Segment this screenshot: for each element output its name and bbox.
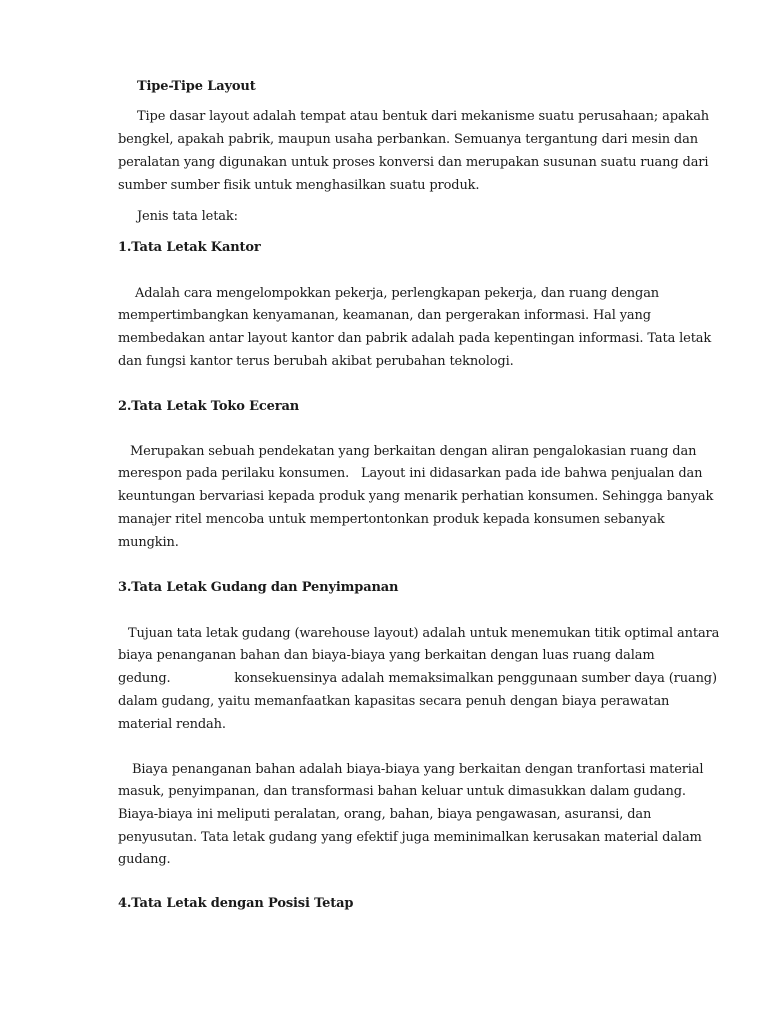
paragraph-line: dan fungsi kantor terus berubah akibat perubahan teknologi. xyxy=(118,354,514,369)
paragraph-line: gudang. xyxy=(118,852,171,867)
section-heading: 4.Tata Letak dengan Posisi Tetap xyxy=(118,896,354,911)
intro-line: sumber sumber fisik untuk menghasilkan suatu produk. xyxy=(118,178,480,193)
intro-line: bengkel, apakah pabrik, maupun usaha perbankan. Semuanya tergantung dari mesin dan xyxy=(118,132,698,147)
paragraph-line: Biaya penanganan bahan adalah biaya-biaya yang berkaitan dengan tranfortasi material xyxy=(132,762,704,777)
paragraph-line: mempertimbangkan kenyamanan, keamanan, dan pergerakan informasi. Hal yang xyxy=(118,308,651,323)
paragraph-line: penyusutan. Tata letak gudang yang efektif juga meminimalkan kerusakan material dalam xyxy=(118,830,702,845)
paragraph-line: keuntungan bervariasi kepada produk yang menarik perhatian konsumen. Sehingga banyak xyxy=(118,489,714,504)
paragraph-line: masuk, penyimpanan, dan transformasi bahan keluar untuk dimasukkan dalam gudang. xyxy=(118,784,686,799)
paragraph-line: Adalah cara mengelompokkan pekerja, perlengkapan pekerja, dan ruang dengan xyxy=(135,286,660,301)
paragraph-line: dalam gudang, yaitu memanfaatkan kapasitas secara penuh dengan biaya perawatan xyxy=(118,694,670,709)
paragraph-line: biaya penanganan bahan dan biaya-biaya yang berkaitan dengan luas ruang dalam xyxy=(118,648,655,663)
paragraph-line: Biaya-biaya ini meliputi peralatan, orang, bahan, biaya pengawasan, asuransi, dan xyxy=(118,807,652,822)
intro-line: peralatan yang digunakan untuk proses konversi dan merupakan susunan suatu ruang dari xyxy=(118,155,709,170)
paragraph-line: membedakan antar layout kantor dan pabrik adalah pada kepentingan informasi. Tata letak xyxy=(118,331,712,346)
paragraph-line: material rendah. xyxy=(118,717,226,732)
section-heading: 1.Tata Letak Kantor xyxy=(118,240,261,255)
paragraph-line: merespon pada perilaku konsumen. Layout ini didasarkan pada ide bahwa penjualan dan xyxy=(118,466,703,481)
section-heading: 2.Tata Letak Toko Eceran xyxy=(118,399,300,414)
paragraph-line: mungkin. xyxy=(118,535,179,550)
section-heading: 3.Tata Letak Gudang dan Penyimpanan xyxy=(118,580,399,595)
intro-line: Tipe dasar layout adalah tempat atau bentuk dari mekanisme suatu perusahaan; apakah xyxy=(137,109,710,124)
paragraph-line: Tujuan tata letak gudang (warehouse layout) adalah untuk menemukan titik optimal antara xyxy=(128,626,720,641)
paragraph-line: gedung. konsekuensinya adalah memaksimalkan penggunaan sumber daya (ruang) xyxy=(118,671,717,686)
document-title: Tipe-Tipe Layout xyxy=(137,79,256,94)
paragraph-line: Merupakan sebuah pendekatan yang berkaitan dengan aliran pengalokasian ruang dan xyxy=(130,444,697,459)
paragraph-line: manajer ritel mencoba untuk mempertontonkan produk kepada konsumen sebanyak xyxy=(118,512,665,527)
jenis-label: Jenis tata letak: xyxy=(137,209,238,224)
